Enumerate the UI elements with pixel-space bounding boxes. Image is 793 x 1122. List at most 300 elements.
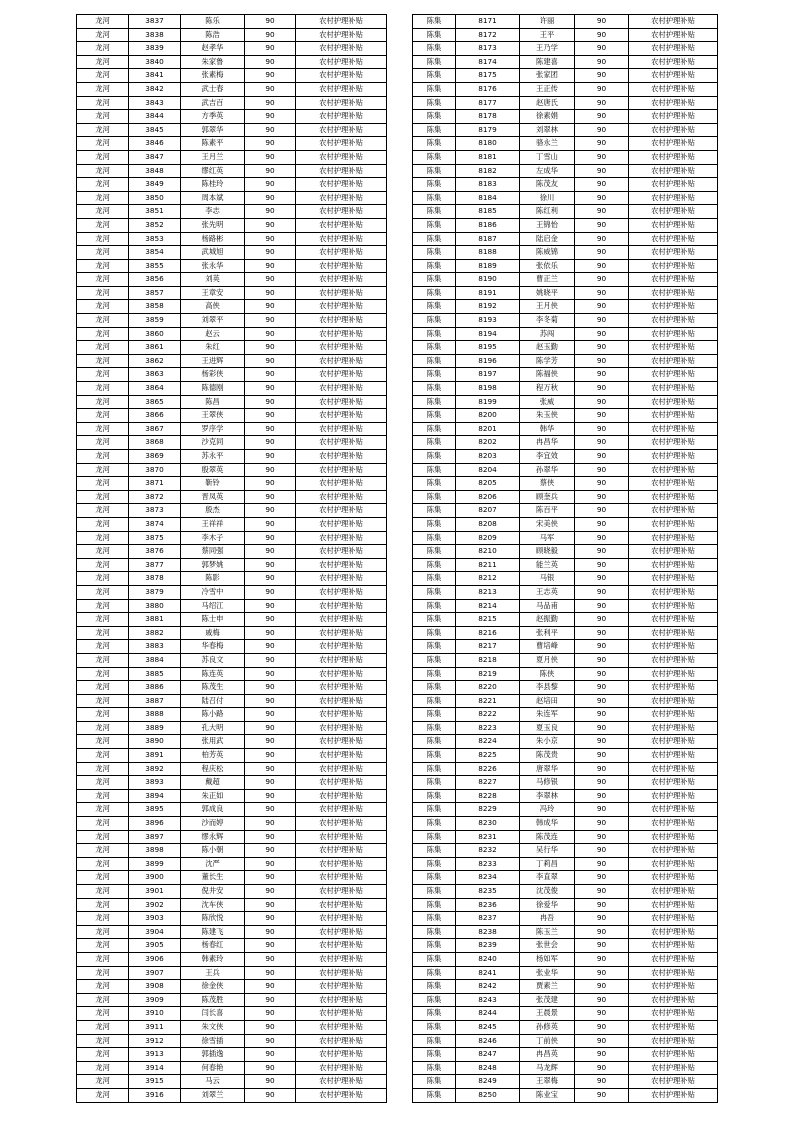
table-row [413,1048,718,1062]
subsidy-type-cell: 农村护理补贴 [296,110,387,124]
serial-number-cell: 8205 [456,477,520,491]
amount-cell: 90 [245,286,296,300]
name-cell: 陈欣悦 [181,912,245,926]
table-row [77,626,387,640]
name-cell: 武士春 [181,82,245,96]
amount-cell: 90 [575,708,629,722]
serial-number-cell: 3864 [129,382,181,396]
name-cell: 王晨景 [520,1007,575,1021]
name-cell: 姚晓平 [520,286,575,300]
subsidy-type-cell: 农村护理补贴 [629,55,718,69]
town-cell: 龙河 [77,939,129,953]
amount-cell: 90 [245,694,296,708]
serial-number-cell: 3856 [129,273,181,287]
subsidy-type-cell: 农村护理补贴 [629,980,718,994]
amount-cell: 90 [245,69,296,83]
amount-cell: 90 [575,28,629,42]
serial-number-cell: 3853 [129,232,181,246]
town-cell: 陈集 [413,314,456,328]
amount-cell: 90 [245,558,296,572]
table-row [413,599,718,613]
subsidy-type-cell: 农村护理补贴 [629,354,718,368]
town-cell: 龙河 [77,382,129,396]
subsidy-type-cell: 农村护理补贴 [629,640,718,654]
name-cell: 沈车侠 [181,898,245,912]
serial-number-cell: 8192 [456,300,520,314]
table-row [77,259,387,273]
subsidy-type-cell: 农村护理补贴 [296,572,387,586]
serial-number-cell: 8176 [456,82,520,96]
table-row [413,150,718,164]
name-cell: 孙翠华 [520,463,575,477]
amount-cell: 90 [245,96,296,110]
serial-number-cell: 8227 [456,776,520,790]
amount-cell: 90 [245,436,296,450]
amount-cell: 90 [575,69,629,83]
town-cell: 龙河 [77,123,129,137]
name-cell: 陆启金 [520,232,575,246]
amount-cell: 90 [575,613,629,627]
name-cell: 陈茂贵 [520,749,575,763]
name-cell: 张利平 [520,626,575,640]
name-cell: 华春梅 [181,640,245,654]
name-cell: 陈昌 [181,395,245,409]
amount-cell: 90 [245,585,296,599]
table-row [77,1020,387,1034]
subsidy-type-cell: 农村护理补贴 [296,980,387,994]
serial-number-cell: 8210 [456,545,520,559]
serial-number-cell: 8171 [456,15,520,29]
town-cell: 陈集 [413,422,456,436]
table-row [77,1075,387,1089]
subsidy-type-cell: 农村护理补贴 [629,368,718,382]
town-cell: 龙河 [77,150,129,164]
subsidy-type-cell: 农村护理补贴 [296,952,387,966]
table-row [77,463,387,477]
subsidy-type-cell: 农村护理补贴 [629,830,718,844]
amount-cell: 90 [575,218,629,232]
name-cell: 许丽 [520,15,575,29]
town-cell: 龙河 [77,422,129,436]
town-cell: 龙河 [77,110,129,124]
subsidy-type-cell: 农村护理补贴 [629,178,718,192]
name-cell: 赵云 [181,327,245,341]
serial-number-cell: 8211 [456,558,520,572]
table-row [413,55,718,69]
subsidy-type-cell: 农村护理补贴 [629,735,718,749]
name-cell: 杨如军 [520,952,575,966]
name-cell: 何春艳 [181,1061,245,1075]
serial-number-cell: 3840 [129,55,181,69]
serial-number-cell: 3898 [129,844,181,858]
name-cell: 马龙辉 [520,1061,575,1075]
subsidy-type-cell: 农村护理补贴 [629,626,718,640]
table-row [77,952,387,966]
serial-number-cell: 3888 [129,708,181,722]
table-row [77,993,387,1007]
serial-number-cell: 8213 [456,585,520,599]
name-cell: 冉昌英 [520,1048,575,1062]
name-cell: 张素梅 [181,69,245,83]
table-row [413,178,718,192]
serial-number-cell: 8198 [456,382,520,396]
serial-number-cell: 8214 [456,599,520,613]
amount-cell: 90 [575,681,629,695]
subsidy-type-cell: 农村护理补贴 [629,286,718,300]
town-cell: 陈集 [413,844,456,858]
table-row [77,218,387,232]
serial-number-cell: 3875 [129,531,181,545]
name-cell: 李志 [181,205,245,219]
serial-number-cell: 3894 [129,789,181,803]
town-cell: 陈集 [413,341,456,355]
town-cell: 陈集 [413,273,456,287]
subsidy-type-cell: 农村护理补贴 [296,178,387,192]
town-cell: 陈集 [413,504,456,518]
town-cell: 龙河 [77,817,129,831]
subsidy-type-cell: 农村护理补贴 [629,939,718,953]
amount-cell: 90 [245,517,296,531]
serial-number-cell: 8224 [456,735,520,749]
town-cell: 陈集 [413,1034,456,1048]
table-row [413,817,718,831]
amount-cell: 90 [245,327,296,341]
town-cell: 陈集 [413,1048,456,1062]
subsidy-type-cell: 农村护理补贴 [296,490,387,504]
table-row [77,640,387,654]
serial-number-cell: 8209 [456,531,520,545]
amount-cell: 90 [245,613,296,627]
table-row [77,28,387,42]
name-cell: 赵玉勤 [520,341,575,355]
table-row [413,749,718,763]
subsidy-type-cell: 农村护理补贴 [296,653,387,667]
amount-cell: 90 [245,803,296,817]
serial-number-cell: 3872 [129,490,181,504]
name-cell: 陈玉兰 [520,925,575,939]
amount-cell: 90 [575,912,629,926]
town-cell: 陈集 [413,1007,456,1021]
name-cell: 顾奎兵 [520,490,575,504]
serial-number-cell: 3866 [129,409,181,423]
town-cell: 陈集 [413,667,456,681]
subsidy-type-cell: 农村护理补贴 [629,327,718,341]
subsidy-type-cell: 农村护理补贴 [629,817,718,831]
town-cell: 龙河 [77,952,129,966]
table-row [77,286,387,300]
name-cell: 张先明 [181,218,245,232]
town-cell: 陈集 [413,912,456,926]
name-cell: 曹培峰 [520,640,575,654]
table-row [413,885,718,899]
serial-number-cell: 8218 [456,653,520,667]
table-row [413,300,718,314]
table-row [77,205,387,219]
name-cell: 程万秋 [520,382,575,396]
subsidy-type-cell: 农村护理补贴 [629,762,718,776]
table-row [413,137,718,151]
serial-number-cell: 3914 [129,1061,181,1075]
amount-cell: 90 [245,667,296,681]
amount-cell: 90 [245,952,296,966]
name-cell: 缪红英 [181,164,245,178]
name-cell: 戚梅 [181,626,245,640]
table-row [77,382,387,396]
serial-number-cell: 3889 [129,721,181,735]
subsidy-type-cell: 农村护理补贴 [629,273,718,287]
town-cell: 陈集 [413,871,456,885]
serial-number-cell: 8223 [456,721,520,735]
town-cell: 陈集 [413,681,456,695]
amount-cell: 90 [575,640,629,654]
serial-number-cell: 3884 [129,653,181,667]
name-cell: 夏月侠 [520,653,575,667]
name-cell: 杨春红 [181,939,245,953]
amount-cell: 90 [245,857,296,871]
table-row [77,1061,387,1075]
town-cell: 陈集 [413,463,456,477]
amount-cell: 90 [245,164,296,178]
name-cell: 王祥祥 [181,517,245,531]
amount-cell: 90 [245,912,296,926]
table-row [77,300,387,314]
name-cell: 张依乐 [520,259,575,273]
table-row [77,422,387,436]
name-cell: 朱玉侠 [520,409,575,423]
subsidy-type-cell: 农村护理补贴 [629,857,718,871]
town-cell: 龙河 [77,436,129,450]
amount-cell: 90 [245,123,296,137]
name-cell: 孙修英 [520,1020,575,1034]
serial-number-cell: 8235 [456,885,520,899]
town-cell: 龙河 [77,844,129,858]
town-cell: 龙河 [77,137,129,151]
amount-cell: 90 [245,341,296,355]
serial-number-cell: 8177 [456,96,520,110]
name-cell: 陈小路 [181,708,245,722]
amount-cell: 90 [245,531,296,545]
amount-cell: 90 [575,517,629,531]
subsidy-type-cell: 农村护理补贴 [629,341,718,355]
table-row [413,314,718,328]
table-row [413,368,718,382]
town-cell: 陈集 [413,96,456,110]
name-cell: 丁前侠 [520,1034,575,1048]
subsidy-type-cell: 农村护理补贴 [629,1048,718,1062]
table-row [413,218,718,232]
subsidy-type-cell: 农村护理补贴 [296,96,387,110]
name-cell: 王平 [520,28,575,42]
name-cell: 马品甫 [520,599,575,613]
name-cell: 陈桂玲 [181,178,245,192]
town-cell: 陈集 [413,191,456,205]
serial-number-cell: 3868 [129,436,181,450]
town-cell: 陈集 [413,368,456,382]
amount-cell: 90 [575,1048,629,1062]
table-row [77,273,387,287]
amount-cell: 90 [575,599,629,613]
serial-number-cell: 8172 [456,28,520,42]
town-cell: 陈集 [413,1088,456,1102]
subsidy-type-cell: 农村护理补贴 [629,463,718,477]
name-cell: 赵唐氏 [520,96,575,110]
amount-cell: 90 [245,708,296,722]
serial-number-cell: 8174 [456,55,520,69]
subsidy-type-cell: 农村护理补贴 [296,1034,387,1048]
table-row [77,178,387,192]
table-row [413,966,718,980]
subsidy-type-cell: 农村护理补贴 [296,640,387,654]
serial-number-cell: 8175 [456,69,520,83]
town-cell: 龙河 [77,477,129,491]
amount-cell: 90 [245,939,296,953]
name-cell: 马云 [181,1075,245,1089]
name-cell: 陈士申 [181,613,245,627]
table-row [413,1088,718,1102]
town-cell: 陈集 [413,1075,456,1089]
subsidy-type-cell: 农村护理补贴 [629,531,718,545]
serial-number-cell: 8202 [456,436,520,450]
table-row [77,164,387,178]
serial-number-cell: 3901 [129,885,181,899]
table-row [77,327,387,341]
subsidy-type-cell: 农村护理补贴 [629,42,718,56]
serial-number-cell: 8199 [456,395,520,409]
town-cell: 陈集 [413,749,456,763]
serial-number-cell: 8241 [456,966,520,980]
table-row [413,28,718,42]
town-cell: 陈集 [413,885,456,899]
town-cell: 陈集 [413,708,456,722]
table-row [413,259,718,273]
serial-number-cell: 8234 [456,871,520,885]
table-row [413,15,718,29]
subsidy-type-cell: 农村护理补贴 [296,694,387,708]
town-cell: 龙河 [77,708,129,722]
town-cell: 龙河 [77,82,129,96]
serial-number-cell: 3897 [129,830,181,844]
name-cell: 李木子 [181,531,245,545]
town-cell: 陈集 [413,599,456,613]
amount-cell: 90 [575,96,629,110]
name-cell: 陈茂胜 [181,993,245,1007]
table-row [413,803,718,817]
table-row [77,1048,387,1062]
amount-cell: 90 [575,817,629,831]
name-cell: 马银 [520,572,575,586]
name-cell: 丁莉昌 [520,857,575,871]
name-cell: 程庆松 [181,762,245,776]
town-cell: 龙河 [77,980,129,994]
name-cell: 王兵 [181,966,245,980]
serial-number-cell: 8247 [456,1048,520,1062]
town-cell: 陈集 [413,694,456,708]
town-cell: 龙河 [77,776,129,790]
name-cell: 冷雪中 [181,585,245,599]
serial-number-cell: 3886 [129,681,181,695]
subsidy-type-cell: 农村护理补贴 [296,327,387,341]
subsidy-type-cell: 农村护理补贴 [629,1088,718,1102]
serial-number-cell: 8220 [456,681,520,695]
amount-cell: 90 [575,191,629,205]
subsidy-type-cell: 农村护理补贴 [629,82,718,96]
name-cell: 贾素兰 [520,980,575,994]
table-row [77,1034,387,1048]
serial-number-cell: 8231 [456,830,520,844]
serial-number-cell: 3912 [129,1034,181,1048]
amount-cell: 90 [575,885,629,899]
subsidy-type-cell: 农村护理补贴 [629,708,718,722]
serial-number-cell: 3876 [129,545,181,559]
table-row [77,504,387,518]
subsidy-type-cell: 农村护理补贴 [296,436,387,450]
serial-number-cell: 8248 [456,1061,520,1075]
table-row [413,776,718,790]
subsidy-type-cell: 农村护理补贴 [296,776,387,790]
table-row [77,558,387,572]
town-cell: 陈集 [413,558,456,572]
table-row [77,191,387,205]
subsidy-type-cell: 农村护理补贴 [629,300,718,314]
subsidy-type-cell: 农村护理补贴 [629,232,718,246]
amount-cell: 90 [575,232,629,246]
amount-cell: 90 [575,55,629,69]
amount-cell: 90 [575,803,629,817]
table-row [77,545,387,559]
town-cell: 龙河 [77,273,129,287]
serial-number-cell: 8238 [456,925,520,939]
subsidy-type-cell: 农村护理补贴 [629,898,718,912]
name-cell: 朱文侠 [181,1020,245,1034]
table-row [77,776,387,790]
serial-number-cell: 8246 [456,1034,520,1048]
town-cell: 龙河 [77,721,129,735]
left-subsidy-table [76,14,387,1103]
town-cell: 陈集 [413,735,456,749]
town-cell: 陈集 [413,531,456,545]
subsidy-type-cell: 农村护理补贴 [629,490,718,504]
town-cell: 龙河 [77,286,129,300]
town-cell: 陈集 [413,477,456,491]
table-row [413,409,718,423]
table-row [77,653,387,667]
serial-number-cell: 8245 [456,1020,520,1034]
table-row [77,42,387,56]
amount-cell: 90 [575,531,629,545]
amount-cell: 90 [575,1034,629,1048]
serial-number-cell: 3881 [129,613,181,627]
serial-number-cell: 3865 [129,395,181,409]
subsidy-type-cell: 农村护理补贴 [629,558,718,572]
subsidy-type-cell: 农村护理补贴 [296,382,387,396]
table-row [77,409,387,423]
amount-cell: 90 [245,776,296,790]
serial-number-cell: 8249 [456,1075,520,1089]
subsidy-type-cell: 农村护理补贴 [296,1007,387,1021]
name-cell: 杨彩侠 [181,368,245,382]
amount-cell: 90 [245,246,296,260]
name-cell: 赵振勤 [520,613,575,627]
table-row [413,980,718,994]
serial-number-cell: 3900 [129,871,181,885]
town-cell: 龙河 [77,517,129,531]
town-cell: 陈集 [413,993,456,1007]
town-cell: 龙河 [77,885,129,899]
table-row [77,667,387,681]
town-cell: 龙河 [77,857,129,871]
amount-cell: 90 [245,395,296,409]
amount-cell: 90 [575,395,629,409]
